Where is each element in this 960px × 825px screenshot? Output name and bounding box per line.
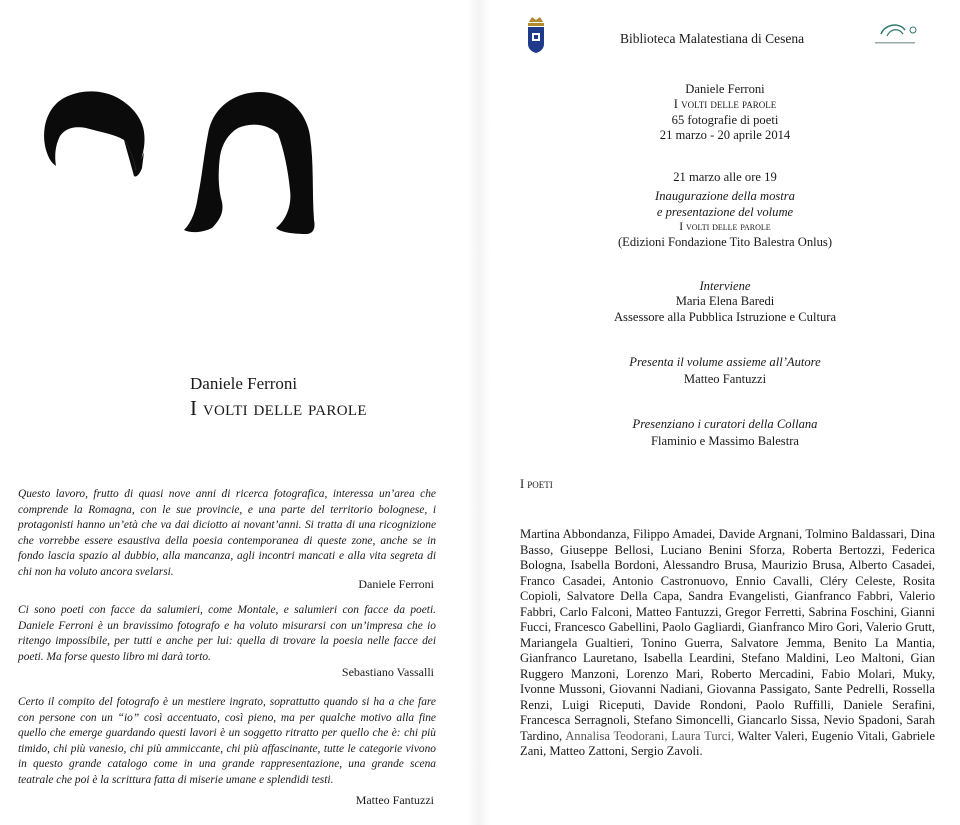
speaker-block [550, 279, 900, 325]
biblioteca-malatestiana-logo-icon [865, 20, 925, 50]
poets-heading: I poeti [520, 477, 553, 491]
cesena-crest-icon [526, 16, 546, 54]
exhibition-dates: 21 marzo - 20 aprile 2014 [659, 127, 791, 142]
curators-names: Flaminio e Massimo Balestra [651, 434, 799, 449]
opening-publisher: (Edizioni Fondazione Tito Balestra Onlus) [617, 235, 833, 250]
presenter-block [550, 355, 900, 388]
quote-fantuzzi: Certo il compito del fotografo è un mestiere ingrato, soprattutto quando si ha a che fare con persone con un “io” così accentuato, così pieno, ma per qualche motivo alla fine quello che emerge guardando questi lavori è un soggetto ritratto per quello che è: chi più timido, chi più vanesio, chi più ammiccante, chi più affascinante, tutte le categorie vivono in questo grande catalogo come in una grande rappresentazione, una grande scena teatrale che poi è la scrittura fatta di miserie umane e splendidi testi. [18, 696, 436, 786]
quote-ferroni-author: Daniele Ferroni [358, 577, 434, 591]
speaker-label: Interviene [699, 279, 751, 293]
left-page [0, 0, 470, 825]
curators-block [550, 417, 900, 450]
woman-hair-silhouette-icon [182, 88, 318, 238]
quote-ferroni: Questo lavoro, frutto di quasi nove anni di ricerca fotografica, interessa un’area che comprende la Romagna, con le sue provincie, e una parte del territorio bolognese, i protagonisti hanno un’età che va dai diciotto ai novant’anni. Si tratta di una ricognizione che vorrebbe essere esaustiva della poesia contemporanea di queste zone, anche se in fondo lascia spazio al dubbio, alla mancanza, agli incontri mancati e alla vita segreta di chi non ha voluto ancora svelarsi. [18, 488, 436, 578]
poets-list-a: Martina Abbondanza, Filippo Amadei, Davide Argnani, Tolmino Baldassari, Dina Basso, Giuseppe Bellosi, Luciano Benini Sforza, Roberta Bertozzi, Federica Bologna, Isabella Bordoni, Alessandro Brusa, Maurizio Brusa, Alberto Casadei, Franco Casadei, Antonio Castronuovo, Ennio Cavalli, Cléry Celeste, Rosita Copioli, Salvatore Della Capa, Sandra Evangelisti, Gianfranco Fabbri, Valerio Fabbri, Carlo Falconi, Matteo Fantuzzi, Gregor Ferretti, Sabrina Foschini, Gianni Fucci, Francesco Gabellini, Paolo Gagliardi, Gianfranco Miro Gori, Valerio Grutt, Mariangela Gualtieri, Tonino Guerra, Salvatore Jemma, Benito La Mantia, Gianfranco Lauretano, Isabella Leardini, Stefano Maldini, Leo Maltoni, Gian Ruggero Manzoni, Lorenzo Mari, Roberto Mercadini, Fabio Molari, Muky, Ivonne Mussoni, Giovanni Nadiani, Giovanna Passigato, Sante Pedrelli, Rossella Renzi, Luigi Riceputi, Davide Rondoni, Paolo Ruffilli, Daniele Serafini, Francesca Serragnoli, Stefano Simoncelli, Giancarlo Sissa, Nevio Spadoni, Sarah Tardino, [520, 527, 935, 743]
opening-when: 21 marzo alle ore 19 [673, 170, 777, 184]
exhibition-subtitle: 65 fotografie di poeti [671, 112, 779, 127]
poets-list-grey: Annalisa Teodorani, Laura Turci, [565, 728, 735, 743]
presenter-label: Presenta il volume assieme all’Autore [629, 355, 821, 369]
curators-label: Presenziano i curatori della Collana [632, 417, 818, 431]
exhibition-block [550, 82, 900, 143]
speaker-name: Maria Elena Baredi [675, 294, 775, 309]
speaker-role: Assessore alla Pubblica Istruzione e Cultura [613, 309, 837, 324]
opening-line2: e presentazione del volume [656, 204, 794, 219]
poets-list-b: Walter Valeri, Eugenio Vitali, Gabriele Zani, Matteo Zattoni, Sergio Zavoli. [520, 728, 935, 758]
quote-vassalli: Ci sono poeti con facce da salumieri, come Montale, e salumieri con facce da poeti. Daniele Ferroni è un bravissimo fotografo e ha voluto misurarsi con un’impresa che io ritengo impossibile, per tutti e anche per lui: quella di trovare la poesia nelle facce dei poeti. Ma forse questo libro mi darà torto. [18, 604, 436, 663]
presenter-name: Matteo Fantuzzi [683, 372, 767, 387]
page-gutter [468, 0, 490, 825]
book-title: I volti delle parole [190, 396, 367, 420]
book-author: Daniele Ferroni [190, 374, 298, 393]
right-page [490, 0, 960, 825]
exhibition-author: Daniele Ferroni [685, 82, 765, 96]
poets-list [520, 527, 935, 760]
opening-line1: Inaugurazione della mostra [655, 189, 795, 204]
quote-fantuzzi-author: Matteo Fantuzzi [355, 793, 434, 807]
quote-vassalli-author: Sebastiano Vassalli [341, 665, 434, 679]
opening-block [550, 170, 900, 250]
exhibition-title: I volti delle parole [673, 97, 777, 112]
man-hair-silhouette-icon [38, 88, 150, 184]
library-name: Biblioteca Malatestiana di Cesena [620, 31, 805, 46]
opening-volume: I volti delle parole [679, 220, 771, 233]
